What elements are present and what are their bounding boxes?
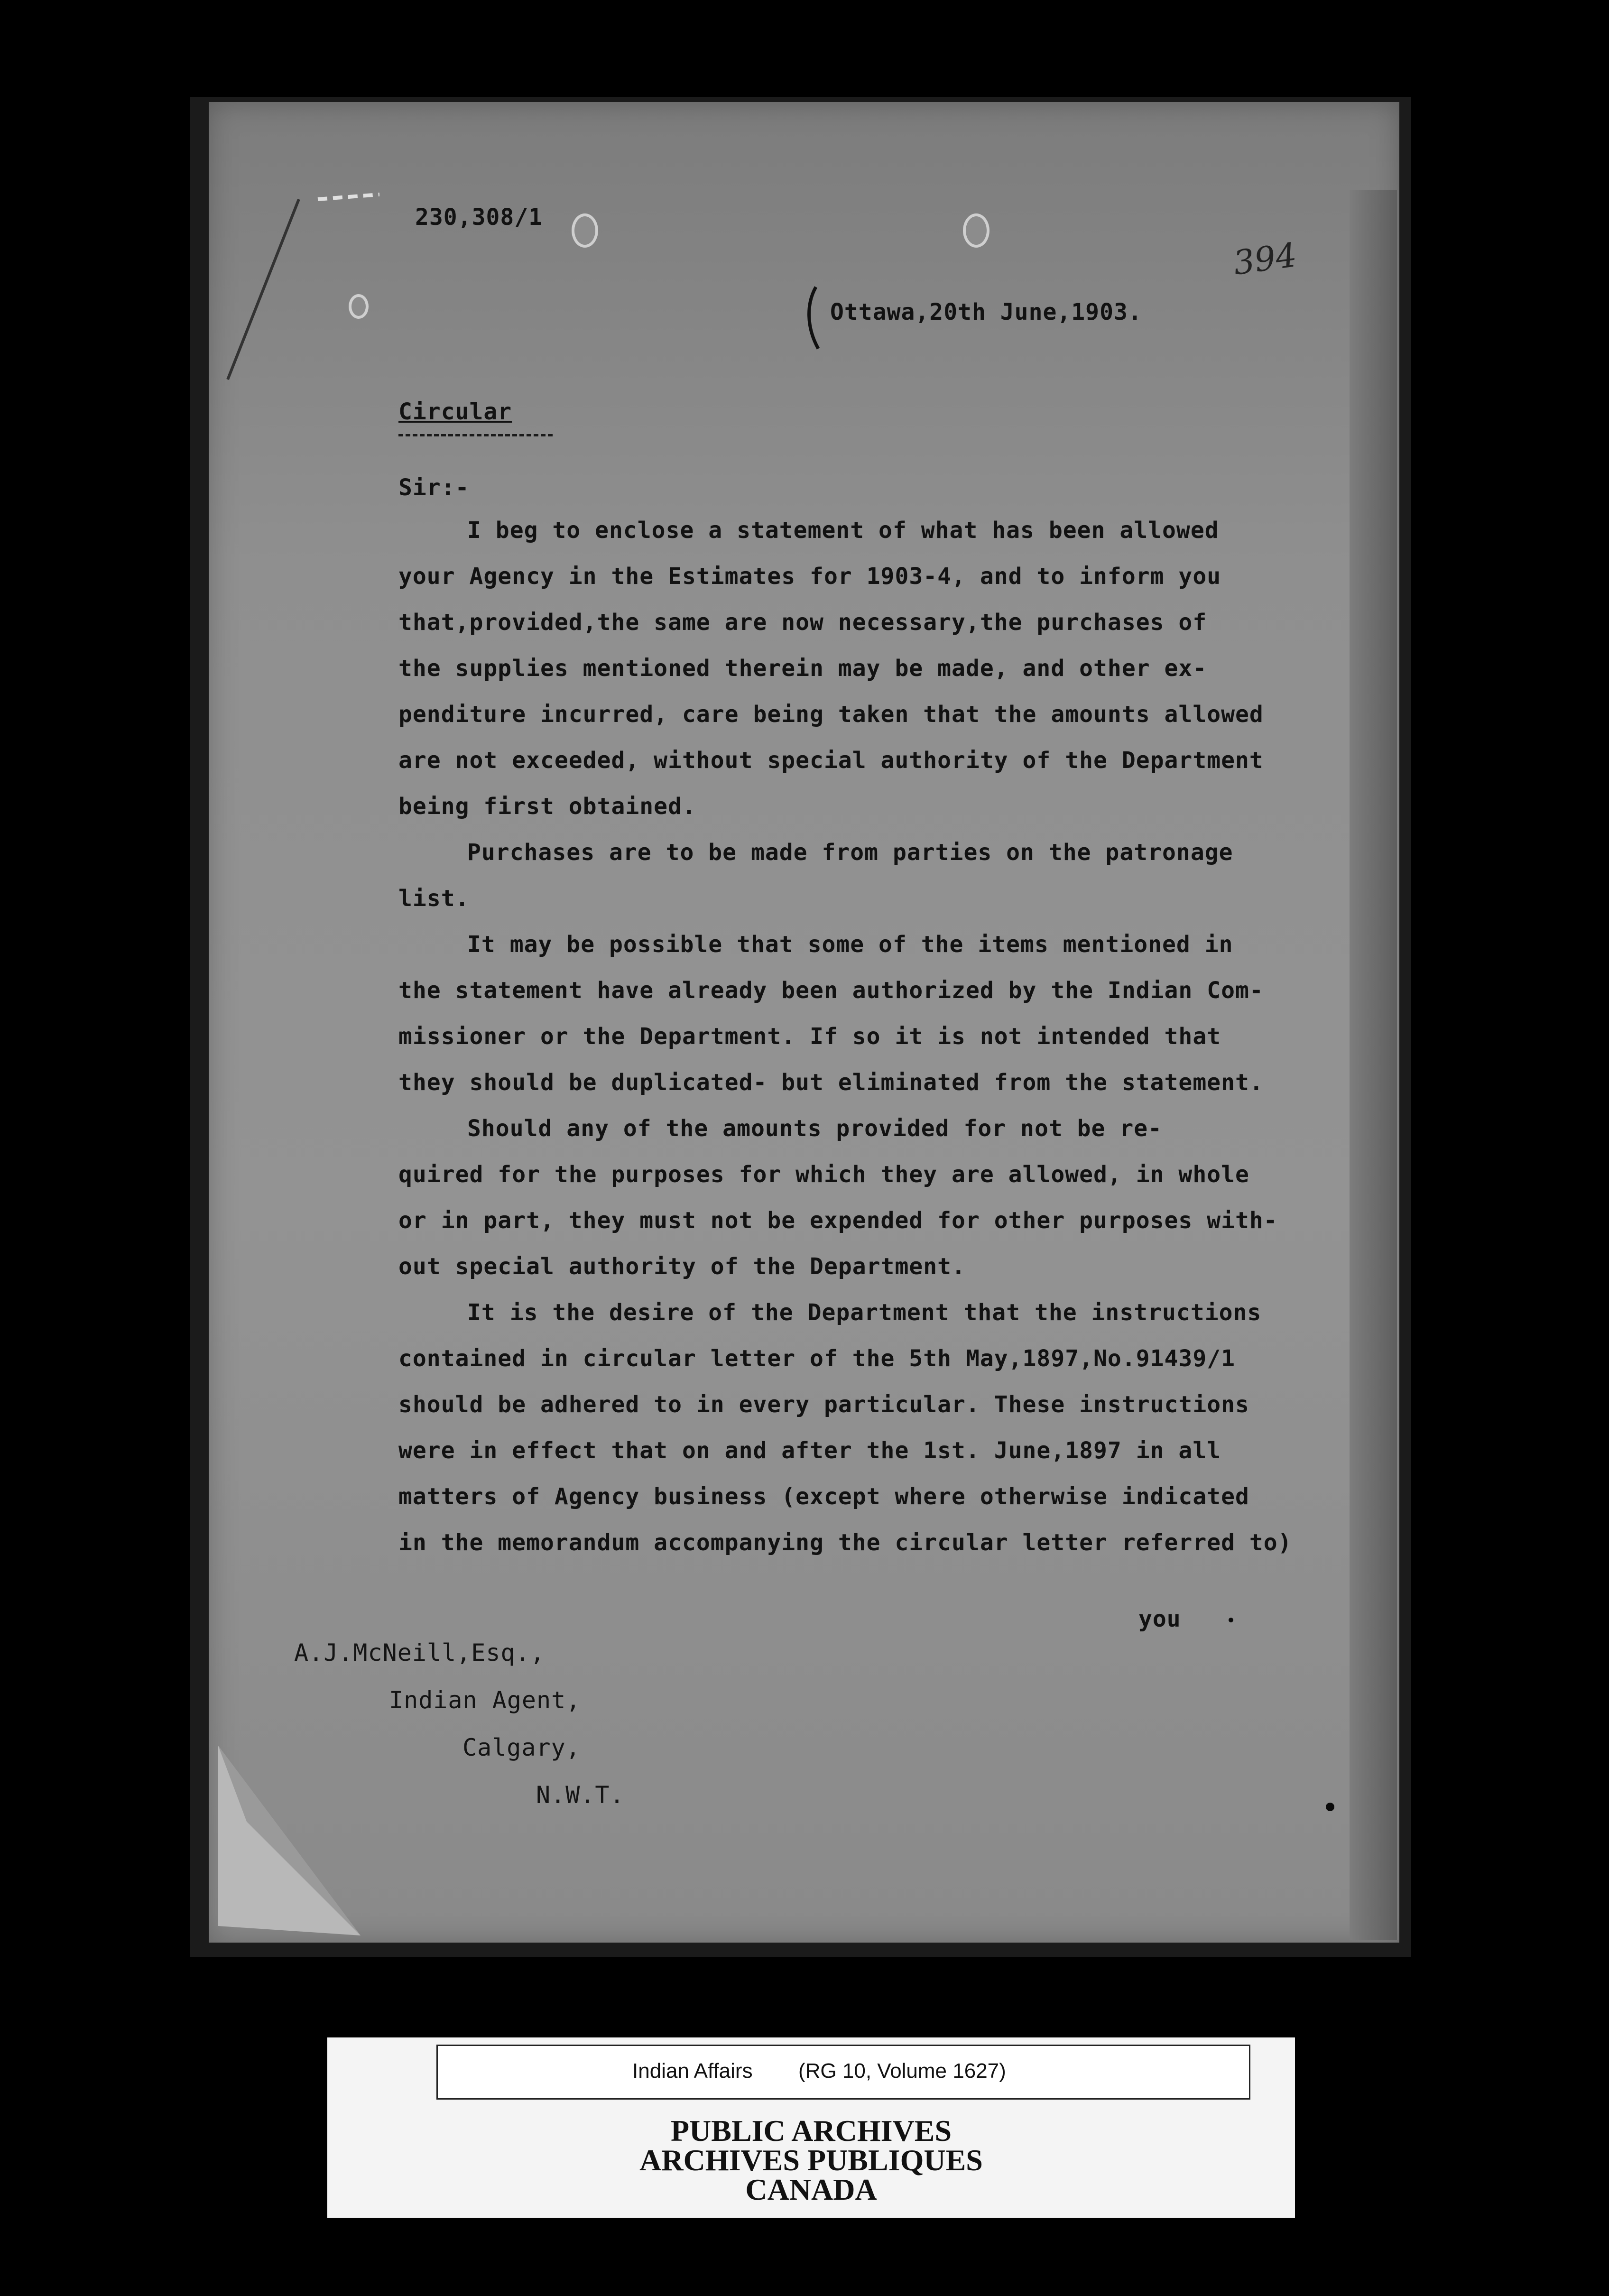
file-reference-number: 230,308/1 [415, 204, 543, 231]
body-line: in the memorandum accompanying the circular letter referred to) [398, 1529, 1292, 1556]
body-line: It is the desire of the Department that the instructions [467, 1299, 1262, 1326]
punch-hole [572, 213, 598, 248]
body-line: being first obtained. [398, 793, 696, 820]
archive-reference-box [436, 2045, 1250, 2100]
body-line: Purchases are to be made from parties on the patronage [467, 839, 1233, 866]
body-line: quired for the purposes for which they are allowed, in whole [398, 1161, 1249, 1188]
ink-speck [1229, 1618, 1233, 1622]
archive-country: CANADA [745, 2173, 877, 2206]
collection-name: Indian Affairs [632, 2059, 753, 2083]
folio-number: 394 [1230, 235, 1299, 283]
archive-name-french: ARCHIVES PUBLIQUES [639, 2143, 983, 2177]
salutation: Sir:- [398, 474, 470, 501]
body-line: they should be duplicated- but eliminated from the statement. [398, 1069, 1264, 1096]
catchword: you [1138, 1606, 1181, 1632]
body-line: matters of Agency business (except where otherwise indicated [398, 1483, 1249, 1510]
body-line: that,provided,the same are now necessary,the purchases of [398, 609, 1207, 636]
body-line: penditure incurred, care being taken that the amounts allowed [398, 701, 1264, 728]
body-line: were in effect that on and after the 1st. June,1897 in all [398, 1437, 1221, 1464]
punch-hole [963, 213, 989, 248]
body-line: out special authority of the Department. [398, 1253, 966, 1280]
body-line: It may be possible that some of the items mentioned in [467, 931, 1233, 958]
addressee-title: Indian Agent, [389, 1686, 581, 1714]
body-line: the supplies mentioned therein may be made, and other ex- [398, 655, 1207, 682]
body-line: I beg to enclose a statement of what has been allowed [467, 517, 1219, 544]
record-group: (RG 10, Volume 1627) [798, 2059, 1006, 2083]
body-line: or in part, they must not be expended for other purposes with- [398, 1207, 1278, 1234]
pencil-mark [802, 285, 825, 351]
body-line: your Agency in the Estimates for 1903-4, and to inform you [398, 563, 1221, 590]
margin-marks [223, 180, 379, 394]
body-line: the statement have already been authorized by the Indian Com- [398, 977, 1264, 1004]
folded-corner [218, 1746, 370, 1935]
addressee-name: A.J.McNeill,Esq., [294, 1639, 545, 1666]
body-line: missioner or the Department. If so it is not intended that [398, 1023, 1221, 1050]
addressee-city: Calgary, [462, 1734, 581, 1761]
page-edge [1350, 190, 1397, 1940]
ink-speck [1326, 1803, 1334, 1811]
archive-name-english: PUBLIC ARCHIVES [670, 2114, 952, 2148]
addressee-territory: N.W.T. [536, 1781, 625, 1809]
body-line: contained in circular letter of the 5th May,1897,No.91439/1 [398, 1345, 1236, 1372]
dateline: Ottawa,20th June,1903. [830, 299, 1142, 325]
body-line: should be adhered to in every particular. These instructions [398, 1391, 1249, 1418]
body-line: list. [398, 885, 470, 912]
circular-heading: Circular [398, 398, 512, 425]
heading-underline [398, 434, 553, 436]
body-line: are not exceeded, without special authority of the Department [398, 747, 1264, 774]
document-page [209, 102, 1399, 1943]
body-line: Should any of the amounts provided for not be re- [467, 1115, 1163, 1142]
